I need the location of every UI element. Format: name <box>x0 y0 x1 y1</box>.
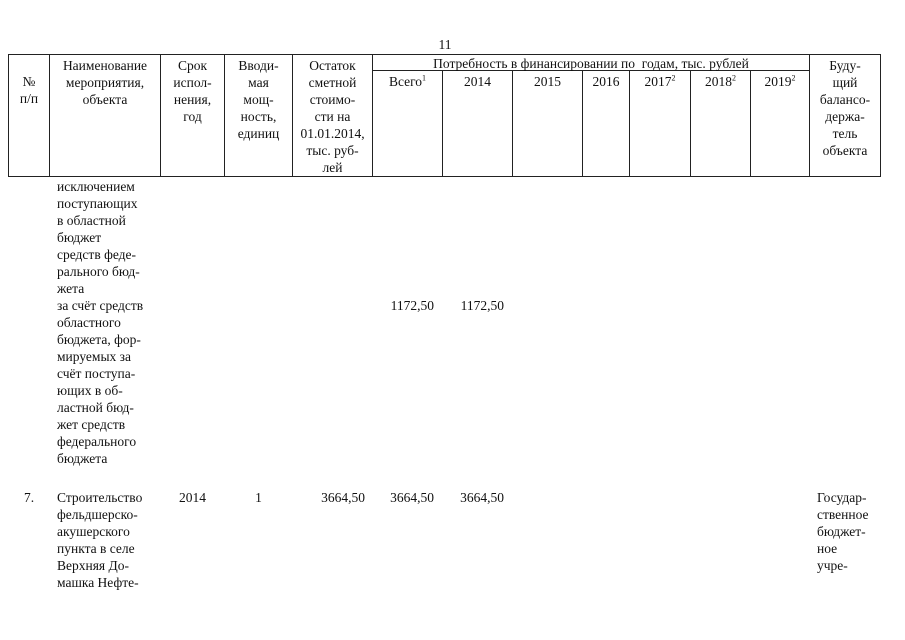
row-total: 1172,50 <box>390 298 434 313</box>
row-name: Строительство фельдшерско- акушерского пункта в селе Верхняя До- машка Нефте- <box>57 490 143 590</box>
row-term: 2014 <box>179 490 206 505</box>
row-2014: 3664,50 <box>460 490 504 505</box>
row-name-part1: исключением поступающих в областной бюджет средств феде- рального бюд- жета <box>57 179 140 296</box>
header-2014: 2014 <box>464 74 491 89</box>
row-capacity: 1 <box>255 490 262 505</box>
header-term: Срок испол- нения, год <box>173 58 212 124</box>
page-number: 11 <box>438 37 452 52</box>
header-total: Всего$^1$ <box>388 73 427 89</box>
header-2018: 2018$^2$ <box>705 73 736 89</box>
header-name: Наименование мероприятия, объекта <box>62 58 148 107</box>
header-group-title: Потребность в финансировании по годам, тыс. рублей <box>433 56 749 71</box>
header-2015: 2015 <box>534 74 561 89</box>
row-holder: Государ- ственное бюджет- ное учре- <box>817 490 869 573</box>
row-total: 3664,50 <box>390 490 434 505</box>
header-num: № п/п <box>19 74 39 106</box>
row-name-part2: за счёт средств областного бюджета, фор- мируемых за счёт поступа- ющих в об- ластной бюд- жет средств федерального бюджета <box>57 298 144 466</box>
header-2017: 2017$^2$ <box>644 73 676 89</box>
header-capacity: Вводи- мая мощ- ность, единиц <box>237 58 280 141</box>
header-2016: 2016 <box>592 74 620 89</box>
header-2019: 2019$^2$ <box>764 73 796 89</box>
header-holder: Буду- щий балансо- держа- тель объекта <box>819 58 871 158</box>
row-remainder: 3664,50 <box>321 490 365 505</box>
header-remainder: Остаток сметной стоимо- сти на 01.01.2014, тыс. руб- лей <box>300 58 365 175</box>
row-2014: 1172,50 <box>460 298 504 313</box>
row-num: 7. <box>23 490 35 505</box>
